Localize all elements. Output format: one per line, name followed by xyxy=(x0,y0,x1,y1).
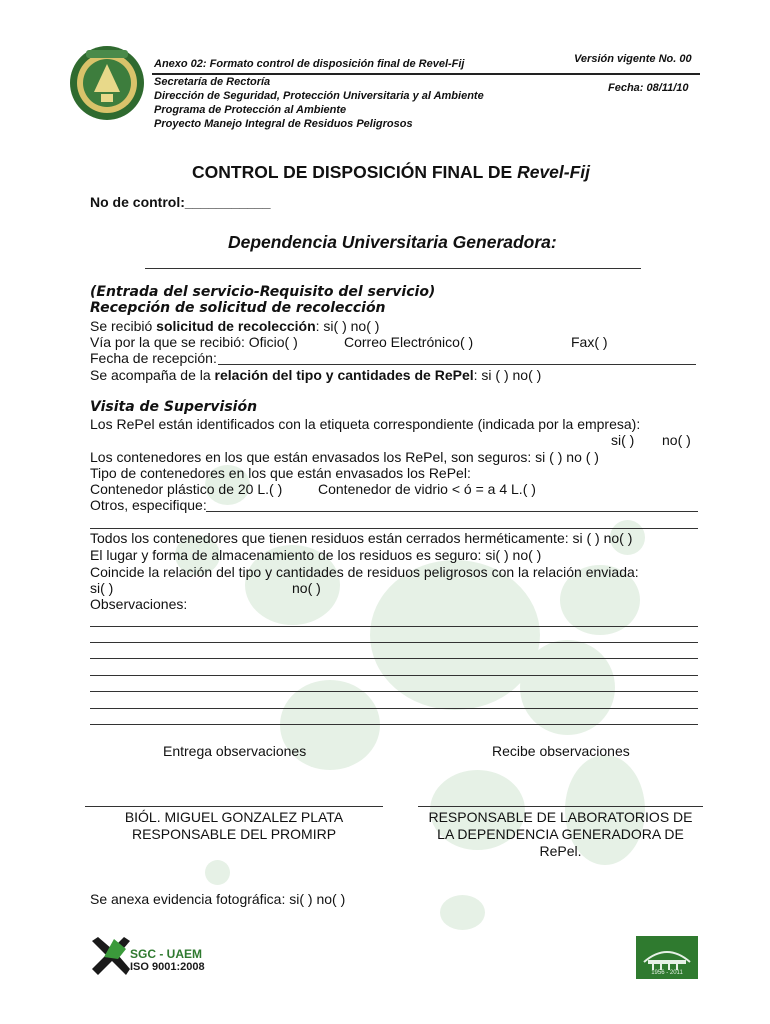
q1-no[interactable]: no( ) xyxy=(662,432,691,448)
visita-heading: Visita de Supervisión xyxy=(90,399,258,415)
version-label: Versión vigente No. 00 xyxy=(574,53,692,65)
signature-name: BIÓL. MIGUEL GONZALEZ PLATA xyxy=(124,809,344,825)
header-line: Programa de Protección al Ambiente xyxy=(154,104,347,116)
signature-role-line: RePel. xyxy=(539,843,582,859)
signature-line-left[interactable] xyxy=(85,806,383,807)
acompana-row xyxy=(90,367,541,384)
contenedor-vidrio[interactable]: Contenedor de vidrio < ó = a 4 L.( ) xyxy=(318,481,536,497)
sgc-logo xyxy=(90,935,210,979)
title-italic: Revel-Fij xyxy=(517,162,591,182)
question-tipo-contenedores: Tipo de contenedores en los que están envasados los RePel: xyxy=(90,465,471,481)
observaciones-label: Observaciones: xyxy=(90,596,188,612)
watermark-blob xyxy=(205,860,230,885)
signature-role: RESPONSABLE DEL PROMIRP xyxy=(131,826,337,842)
watermark-blob xyxy=(520,640,615,735)
solicitud-row xyxy=(90,318,379,335)
control-number-field[interactable]: No de control:___________ xyxy=(90,194,271,210)
text: Se acompaña de la xyxy=(90,367,215,383)
q6-no[interactable]: no( ) xyxy=(292,580,321,596)
via-oficio[interactable]: Vía por la que se recibió: Oficio( ) xyxy=(90,334,298,350)
iso-text: ISO 9001:2008 xyxy=(130,961,205,973)
entrada-heading: (Entrada del servicio-Requisito del servicio) xyxy=(90,284,436,300)
signature-left-block xyxy=(85,809,383,843)
contenedor-plastico[interactable]: Contenedor plástico de 20 L.( ) xyxy=(90,481,283,497)
observaciones-line[interactable] xyxy=(90,626,698,627)
sgc-text: SGC - UAEM xyxy=(130,947,202,961)
text[interactable]: : si ( ) no( ) xyxy=(473,367,542,383)
text: Se recibió xyxy=(90,318,157,334)
signature-role-line: RESPONSABLE DE LABORATORIOS DE xyxy=(428,809,693,825)
fecha-recepcion-label: Fecha de recepción: xyxy=(90,350,217,366)
observaciones-line[interactable] xyxy=(90,708,698,709)
text-bold: solicitud de recolección xyxy=(156,318,316,334)
dependencia-field[interactable] xyxy=(145,268,641,269)
page-title xyxy=(192,162,590,183)
text[interactable]: : si( ) no( ) xyxy=(315,318,380,334)
observaciones-line[interactable] xyxy=(90,642,698,643)
fecha-recepcion-field[interactable] xyxy=(218,364,696,365)
uaem-seal-logo xyxy=(68,44,146,122)
otros-field-line[interactable] xyxy=(90,528,698,529)
anniversary-logo xyxy=(636,936,698,979)
observaciones-line[interactable] xyxy=(90,691,698,692)
recepcion-subheading: Recepción de solicitud de recolección xyxy=(90,300,386,316)
via-correo[interactable]: Correo Electrónico( ) xyxy=(344,334,474,350)
observaciones-line[interactable] xyxy=(90,658,698,659)
q6-si[interactable]: si( ) xyxy=(90,580,114,596)
otros-field[interactable] xyxy=(206,511,698,512)
signature-right-block xyxy=(418,809,703,860)
via-fax[interactable]: Fax( ) xyxy=(571,334,608,350)
annex-title: Anexo 02: Formato control de disposición final de Revel-Fij xyxy=(154,58,465,70)
observaciones-line[interactable] xyxy=(90,724,698,725)
signature-role-line: LA DEPENDENCIA GENERADORA DE xyxy=(437,826,684,842)
header-line: Proyecto Manejo Integral de Residuos Peligrosos xyxy=(154,118,413,130)
signature-line-right[interactable] xyxy=(418,806,703,807)
question-etiqueta: Los RePel están identificados con la etiqueta correspondiente (indicada por la empresa): xyxy=(90,416,641,432)
question-hermeticos[interactable]: Todos los contenedores que tienen residuos están cerrados herméticamente: si ( ) no( ) xyxy=(90,530,633,546)
recibe-label: Recibe observaciones xyxy=(492,743,630,759)
title-prefix: CONTROL DE DISPOSICIÓN FINAL DE xyxy=(192,162,518,182)
question-coincide: Coincide la relación del tipo y cantidades de residuos peligrosos con la relación enviada: xyxy=(90,564,639,580)
dependencia-heading: Dependencia Universitaria Generadora: xyxy=(228,232,557,252)
otros-label: Otros, especifique: xyxy=(90,497,207,513)
question-almacenamiento[interactable]: El lugar y forma de almacenamiento de los residuos es seguro: si( ) no( ) xyxy=(90,547,542,563)
entrega-label: Entrega observaciones xyxy=(163,743,307,759)
watermark-blob xyxy=(440,895,485,930)
anexa-evidencia[interactable]: Se anexa evidencia fotográfica: si( ) no( ) xyxy=(90,891,346,907)
watermark-blob xyxy=(370,560,540,710)
text-bold: relación del tipo y cantidades de RePel xyxy=(214,367,474,383)
observaciones-line[interactable] xyxy=(90,675,698,676)
header-line: Secretaría de Rectoría xyxy=(154,76,271,88)
question-contenedores-seguros[interactable]: Los contenedores en los que están envasados los RePel, son seguros: si ( ) no ( ) xyxy=(90,449,599,465)
header-line: Dirección de Seguridad, Protección Universitaria y al Ambiente xyxy=(154,90,484,102)
date-label: Fecha: 08/11/10 xyxy=(608,82,689,94)
anniversary-text: 1956 - 2011 xyxy=(651,970,683,976)
q1-si[interactable]: si( ) xyxy=(611,432,635,448)
